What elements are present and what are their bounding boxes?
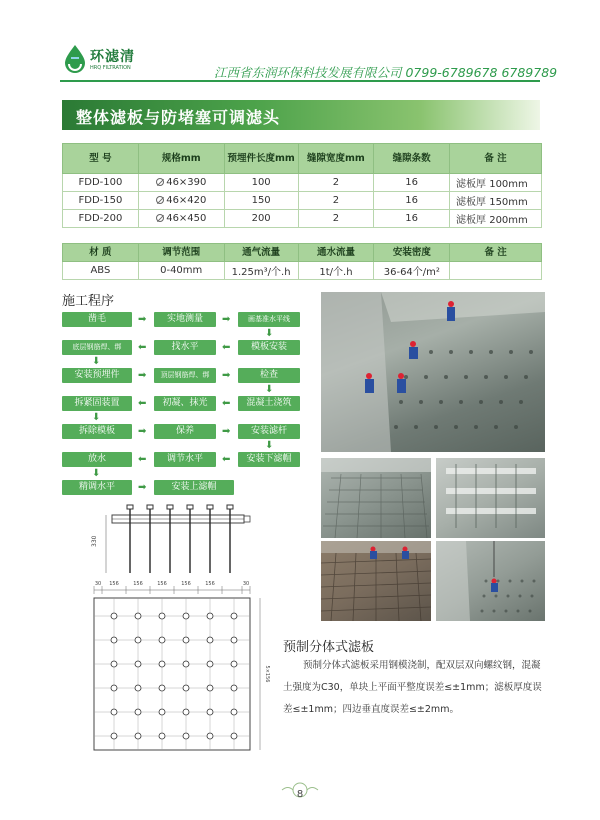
dim-label: 30 bbox=[242, 581, 250, 587]
flow-step: 底层钢筋焊、绑 bbox=[62, 340, 132, 355]
flow-step: 安装滤杆 bbox=[238, 424, 300, 439]
flow-step: 找水平 bbox=[154, 340, 216, 355]
material-table-header bbox=[63, 244, 542, 262]
cell: ABS bbox=[63, 262, 139, 280]
section-drawing bbox=[78, 503, 278, 583]
flow-step: 检查 bbox=[238, 368, 300, 383]
cell: 46×390 bbox=[138, 174, 224, 192]
dim-label: 156 bbox=[157, 581, 167, 587]
cell: 1t/个.h bbox=[298, 262, 374, 280]
cell: 滤板厚 100mm bbox=[450, 174, 542, 192]
cell: 滤板厚 200mm bbox=[450, 210, 542, 228]
arrow-left-icon: ⬅ bbox=[138, 398, 147, 409]
cell: 1.25m³/个.h bbox=[224, 262, 298, 280]
cell: 200 bbox=[224, 210, 298, 228]
installation-photo bbox=[321, 292, 545, 452]
cell: 16 bbox=[374, 210, 450, 228]
flow-step: 安装下滤帽 bbox=[238, 452, 300, 467]
flow-step: 安装预埋件 bbox=[62, 368, 132, 383]
dim-label: 30 bbox=[94, 581, 102, 587]
arrow-down-icon: ⬇ bbox=[92, 468, 101, 479]
cell bbox=[450, 262, 542, 280]
construction-title: 施工程序 bbox=[62, 294, 115, 309]
flow-step: 顶层钢筋焊、绑 bbox=[154, 368, 216, 383]
cell: 滤板厚 150mm bbox=[450, 192, 542, 210]
arrow-right-icon: ➡ bbox=[138, 482, 147, 493]
cell: 46×420 bbox=[138, 192, 224, 210]
spec-table bbox=[62, 143, 542, 228]
arrow-down-icon: ⬇ bbox=[265, 328, 274, 339]
plan-drawing bbox=[80, 580, 280, 760]
logo-subtext: HRQ FILTRATION bbox=[90, 65, 131, 71]
arrow-left-icon: ⬅ bbox=[138, 454, 147, 465]
page-title: 整体滤板与防堵塞可调滤头 bbox=[76, 108, 281, 127]
arrow-right-icon: ➡ bbox=[222, 426, 231, 437]
flow-step: 精调水平 bbox=[62, 480, 132, 495]
water-drop-icon bbox=[62, 44, 88, 74]
diameter-icon bbox=[156, 214, 164, 222]
col-header: 安装密度 bbox=[374, 244, 450, 262]
cell: 46×450 bbox=[138, 210, 224, 228]
prefab-paragraph: 预制分体式滤板采用钢模浇制，配双层双向螺纹钢，混凝土强度为C30，单块上平面平整度误差≤±1mm；滤板厚度误差≤±1mm；四边垂直度误差≤±2mm。 bbox=[283, 660, 542, 715]
table-row bbox=[63, 210, 542, 228]
cell: 16 bbox=[374, 174, 450, 192]
flow-step: 凿毛 bbox=[62, 312, 132, 327]
page-number-text: 8 bbox=[296, 789, 304, 800]
col-header: 缝隙宽度mm bbox=[298, 144, 374, 174]
arrow-right-icon: ➡ bbox=[222, 314, 231, 325]
col-header: 材 质 bbox=[63, 244, 139, 262]
steel-formwork-photo bbox=[436, 458, 545, 538]
diameter-icon bbox=[156, 178, 164, 186]
cell: 2 bbox=[298, 174, 374, 192]
worker bbox=[409, 341, 418, 359]
flow-step: 混凝土浇筑 bbox=[238, 396, 300, 411]
flow-step: 实地测量 bbox=[154, 312, 216, 327]
arrow-right-icon: ➡ bbox=[222, 370, 231, 381]
arrow-right-icon: ➡ bbox=[138, 426, 147, 437]
diameter-icon bbox=[156, 196, 164, 204]
flow-step: 拆紧固装置 bbox=[62, 396, 132, 411]
prefab-title: 预制分体式滤板 bbox=[283, 640, 375, 655]
arrow-left-icon: ⬅ bbox=[222, 342, 231, 353]
cell: 100 bbox=[224, 174, 298, 192]
flow-step: 安装上滤帽 bbox=[154, 480, 234, 495]
cell: FDD-100 bbox=[63, 174, 139, 192]
flow-step: 保养 bbox=[154, 424, 216, 439]
col-header: 通水流量 bbox=[298, 244, 374, 262]
company-contact: 江西省东润环保科技发展有限公司 0799-6789678 6789789 bbox=[214, 65, 558, 80]
col-header: 缝隙条数 bbox=[374, 144, 450, 174]
logo-text: 环滤清 bbox=[90, 49, 135, 65]
table-row bbox=[63, 192, 542, 210]
dim-label: 156 bbox=[109, 581, 119, 587]
rebar-mesh-photo bbox=[321, 541, 431, 621]
flow-step: 画基准水平线 bbox=[238, 312, 300, 327]
table-row bbox=[63, 174, 542, 192]
filter-plate-photo bbox=[321, 458, 431, 538]
col-header: 通气流量 bbox=[224, 244, 298, 262]
cell: 2 bbox=[298, 192, 374, 210]
dim-label: 5×156 bbox=[264, 665, 270, 683]
cell: 2 bbox=[298, 210, 374, 228]
col-header: 备 注 bbox=[450, 244, 542, 262]
dim-label: 156 bbox=[133, 581, 143, 587]
flow-step: 调节水平 bbox=[154, 452, 216, 467]
arrow-right-icon: ➡ bbox=[138, 314, 147, 325]
table-row bbox=[63, 262, 542, 280]
spec-table-header bbox=[63, 144, 542, 174]
col-header: 预埋件长度mm bbox=[224, 144, 298, 174]
page-number bbox=[280, 782, 320, 798]
dim-label: 156 bbox=[181, 581, 191, 587]
header-divider bbox=[60, 80, 540, 82]
flow-step: 初凝、抹光 bbox=[154, 396, 216, 411]
col-header: 备 注 bbox=[450, 144, 542, 174]
arrow-down-icon: ⬇ bbox=[265, 440, 274, 451]
cell: FDD-150 bbox=[63, 192, 139, 210]
cell: 150 bbox=[224, 192, 298, 210]
material-table bbox=[62, 243, 542, 280]
title-banner bbox=[62, 100, 540, 130]
flow-step: 拆除模板 bbox=[62, 424, 132, 439]
arrow-right-icon: ➡ bbox=[138, 370, 147, 381]
col-header: 型 号 bbox=[63, 144, 139, 174]
dim-label: 156 bbox=[205, 581, 215, 587]
cell: 36-64个/m² bbox=[374, 262, 450, 280]
arrow-down-icon: ⬇ bbox=[92, 356, 101, 367]
company-logo bbox=[62, 44, 142, 78]
prefab-description bbox=[283, 655, 545, 721]
arrow-down-icon: ⬇ bbox=[92, 412, 101, 423]
arrow-left-icon: ⬅ bbox=[222, 454, 231, 465]
worker bbox=[447, 301, 455, 321]
arrow-down-icon: ⬇ bbox=[265, 384, 274, 395]
dim-label: 330 bbox=[91, 535, 98, 547]
cell: 0-40mm bbox=[138, 262, 224, 280]
construction-flowchart bbox=[62, 308, 312, 498]
cell: 16 bbox=[374, 192, 450, 210]
flow-step: 模板安装 bbox=[238, 340, 300, 355]
col-header: 规格mm bbox=[138, 144, 224, 174]
arrow-left-icon: ⬅ bbox=[138, 342, 147, 353]
filter-installation-photo bbox=[436, 541, 545, 621]
col-header: 调节范围 bbox=[138, 244, 224, 262]
cell: FDD-200 bbox=[63, 210, 139, 228]
arrow-left-icon: ⬅ bbox=[222, 398, 231, 409]
flow-step: 放水 bbox=[62, 452, 132, 467]
